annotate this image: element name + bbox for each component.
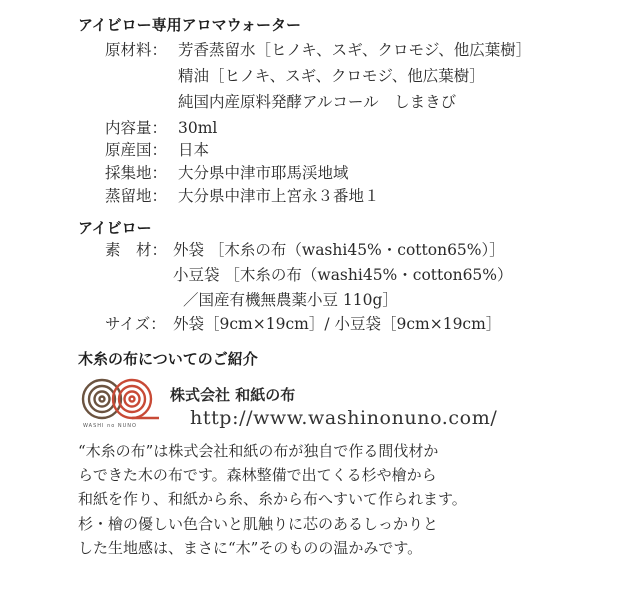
logo-caption: WASHI no NUNO: [83, 423, 137, 429]
material-line-1: 外袋 ［木糸の布（washi45%・cotton65%）］: [173, 241, 505, 259]
intro-paragraph-line-4: 杉・檜の優しい色合いと肌触りに芯のあるしっかりと: [78, 515, 439, 533]
collection-label: 採集地：: [105, 164, 168, 182]
distillery-label: 蒸留地：: [105, 187, 168, 205]
washi-no-nuno-logo: [80, 376, 160, 422]
volume-value: 30ml: [178, 119, 218, 137]
collection-value: 大分県中津市耶馬渓地域: [178, 164, 349, 182]
distillery-value: 大分県中津市上宮永３番地１: [178, 187, 380, 205]
intro-title: 木糸の布についてのご紹介: [78, 350, 258, 368]
ingredients-line-2: 精油［ヒノキ、スギ、クロモジ、他広葉樹］: [178, 67, 485, 85]
pillow-title: アイビロー: [78, 219, 152, 237]
intro-paragraph-line-5: した生地感は、まさに“木”そのものの温かみです。: [78, 539, 423, 557]
origin-value: 日本: [178, 141, 210, 159]
company-url[interactable]: http://www.washinonuno.com/: [190, 407, 498, 429]
ingredients-label: 原材料：: [105, 41, 168, 59]
origin-label: 原産国：: [105, 141, 168, 159]
size-label: サイズ：: [105, 315, 166, 333]
intro-paragraph-line-2: らできた木の布です。森林整備で出てくる杉や檜から: [78, 466, 437, 484]
company-name: 株式会社 和紙の布: [170, 386, 296, 404]
material-line-2: 小豆袋 ［木糸の布（washi45%・cotton65%）: [173, 266, 513, 284]
intro-paragraph-line-3: 和紙を作り、和紙から糸、糸から布へすいて作られます。: [78, 490, 467, 508]
ingredients-line-1: 芳香蒸留水［ヒノキ、スギ、クロモジ、他広葉樹］: [178, 41, 532, 59]
volume-label: 内容量：: [105, 119, 168, 137]
ingredients-line-3: 純国内産原料発酵アルコール しまきび: [178, 93, 457, 111]
material-line-3: ／国産有機無農薬小豆 110g］: [183, 291, 398, 309]
size-value: 外袋［9cm×19cm］/ 小豆袋［9cm×19cm］: [173, 315, 502, 333]
water-title: アイビロー専用アロマウォーター: [78, 16, 302, 34]
material-label: 素 材：: [105, 241, 168, 259]
intro-paragraph-line-1: “木糸の布”は株式会社和紙の布が独自で作る間伐材か: [78, 442, 439, 460]
